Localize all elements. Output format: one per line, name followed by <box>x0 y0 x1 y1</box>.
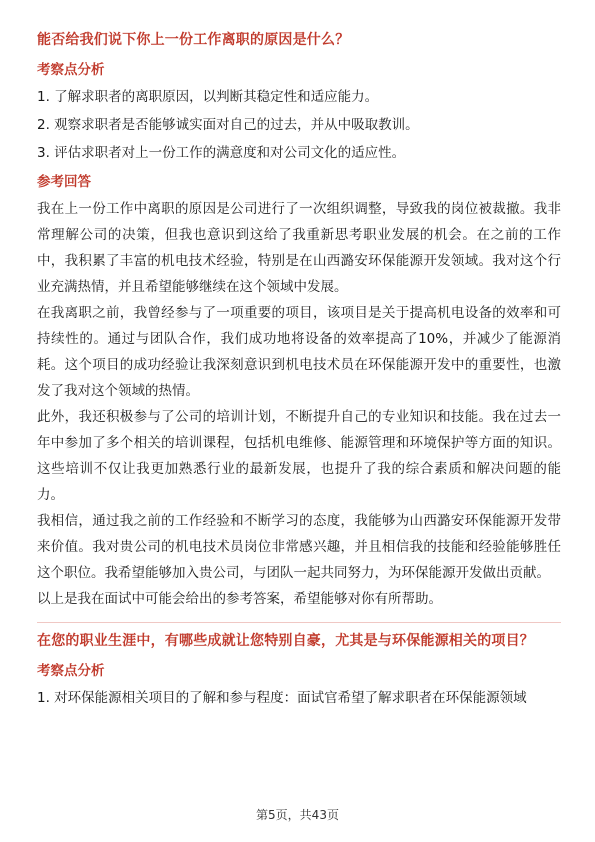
page-number: 第5页，共43页 <box>256 808 339 822</box>
answer-paragraph: 我相信，通过我之前的工作经验和不断学习的态度，我能够为山西潞安环保能源开发带来价值。我对贵公司的机电技术员岗位非常感兴趣，并且相信我的技能和经验能够胜任这个职位。我希望能够加入贵公司，与团队一起共同努力，为环保能源开发做出贡献。 <box>37 513 561 581</box>
q1-analysis-heading: 考察点分析 <box>37 62 105 78</box>
q1-analysis-point: 1. 了解求职者的离职原因，以判断其稳定性和适应能力。 <box>37 89 379 105</box>
q2-analysis-point: 1. 对环保能源相关项目的了解和参与程度：面试官希望了解求职者在环保能源领域 <box>37 690 527 706</box>
q1-analysis-point: 3. 评估求职者对上一份工作的满意度和对公司文化的适应性。 <box>37 145 406 161</box>
answer-paragraph: 我在上一份工作中离职的原因是公司进行了一次组织调整，导致我的岗位被裁撤。我非常理解公司的决策，但我也意识到这给了我重新思考职业发展的机会。在之前的工作中，我积累了丰富的机电技术经验，特别是在山西潞安环保能源开发领域。我对这个行业充满热情，并且希望能够继续在这个领域中发展。 <box>37 201 561 295</box>
q1-analysis-point: 2. 观察求职者是否能够诚实面对自己的过去，并从中吸取教训。 <box>37 117 419 133</box>
answer-paragraph: 以上是我在面试中可能会给出的参考答案，希望能够对你有所帮助。 <box>37 591 442 607</box>
q1-answer-body <box>37 196 561 612</box>
question-2-title: 在您的职业生涯中，有哪些成就让您特别自豪，尤其是与环保能源相关的项目？ <box>37 633 534 649</box>
q1-answer-heading: 参考回答 <box>37 174 91 190</box>
page-content <box>37 30 561 717</box>
answer-paragraph: 此外，我还积极参与了公司的培训计划，不断提升自己的专业知识和技能。我在过去一年中参加了多个相关的培训课程，包括机电维修、能源管理和环境保护等方面的知识。这些培训不仅让我更加熟悉行业的最新发展，也提升了我的综合素质和解决问题的能力。 <box>37 409 561 503</box>
q2-analysis-list <box>37 685 561 711</box>
section-divider <box>37 622 561 623</box>
q2-analysis-heading: 考察点分析 <box>37 663 105 679</box>
question-1-title: 能否给我们说下你上一份工作离职的原因是什么？ <box>37 32 350 48</box>
answer-paragraph: 在我离职之前，我曾经参与了一项重要的项目，该项目是关于提高机电设备的效率和可持续性的。通过与团队合作，我们成功地将设备的效率提高了10%，并减少了能源消耗。这个项目的成功经验让我深刻意识到机电技术员在环保能源开发中的重要性，也激发了我对这个领域的热情。 <box>37 305 561 399</box>
q1-analysis-list <box>37 84 561 166</box>
